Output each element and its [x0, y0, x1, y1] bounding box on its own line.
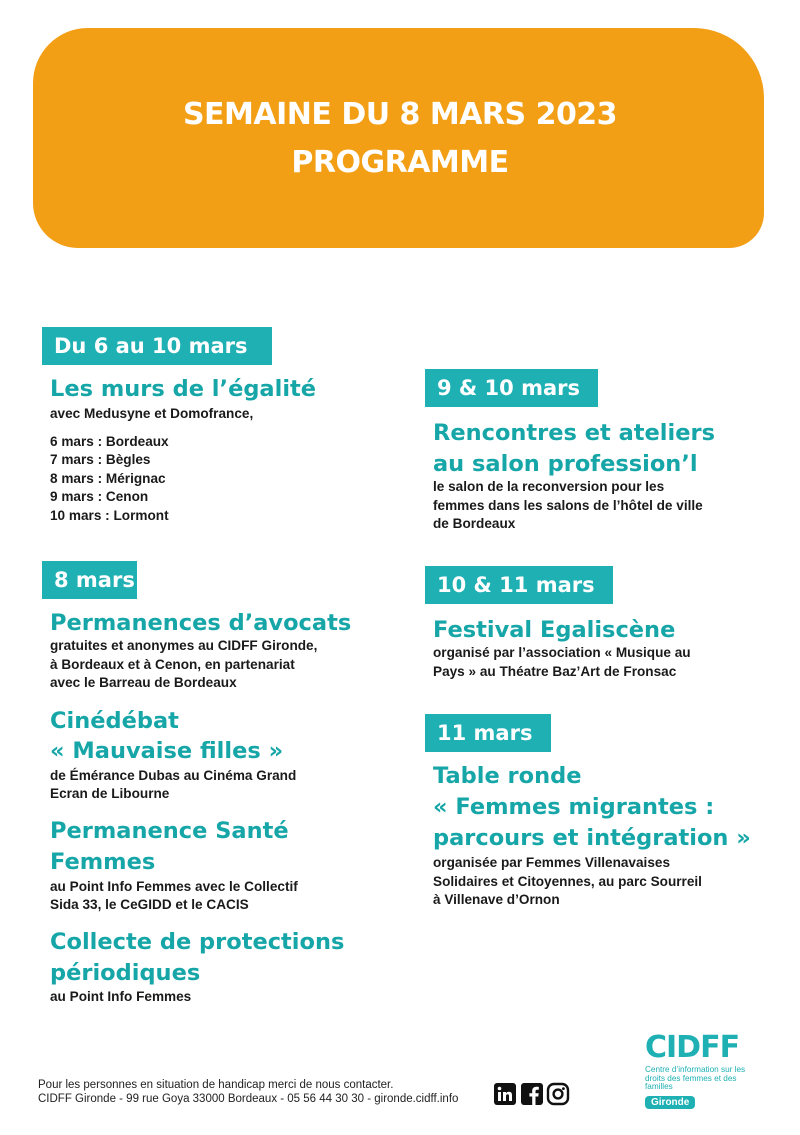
event-description: à Villenave d’Ornon [433, 892, 560, 907]
event-description: le salon de la reconversion pour les [433, 479, 665, 494]
event-description: de Bordeaux [433, 516, 516, 531]
footer-accessibility-note: Pour les personnes en situation de handicap merci de nous contacter. [38, 1079, 394, 1091]
event-title: Cinédébat [50, 708, 179, 734]
footer-address: CIDFF Gironde - 99 rue Goya 33000 Bordeaux - 05 56 44 30 30 - gironde.cidff.info [38, 1093, 459, 1105]
date-badge: 8 mars [42, 561, 137, 599]
event-title: Festival Egaliscène [433, 617, 676, 643]
event-title: Permanence Santé [50, 818, 289, 844]
date-badge: 9 & 10 mars [425, 369, 598, 407]
date-badge: 10 & 11 mars [425, 566, 613, 604]
event-description: à Bordeaux et à Cenon, en partenariat [50, 657, 295, 672]
date-badge: 11 mars [425, 714, 551, 752]
banner-subtitle: PROGRAMME [291, 145, 509, 180]
logo-subtitle: Centre d’information sur les droits des femmes et des familles [645, 1065, 746, 1092]
event-description: Ecran de Libourne [50, 786, 170, 801]
event-description: avec le Barreau de Bordeaux [50, 675, 237, 690]
event-title: parcours et intégration » [433, 825, 751, 851]
banner-title: SEMAINE DU 8 MARS 2023 [182, 97, 618, 132]
event-description: au Point Info Femmes [50, 989, 192, 1004]
event-title: Table ronde [433, 763, 582, 789]
logo-region-badge: Gironde [645, 1096, 695, 1109]
event-description: Sida 33, le CeGIDD et le CACIS [50, 897, 249, 912]
event-title: périodiques [50, 960, 201, 986]
date-badge: Du 6 au 10 mars [42, 327, 272, 365]
schedule-item: 6 mars : Bordeaux [50, 434, 169, 449]
instagram-icon[interactable] [546, 1082, 570, 1106]
event-title: Collecte de protections [50, 929, 345, 955]
event-title: « Mauvaise filles » [50, 738, 284, 764]
event-description: avec Medusyne et Domofrance, [50, 406, 254, 421]
event-title: Les murs de l’égalité [50, 376, 317, 402]
schedule-item: 9 mars : Cenon [50, 489, 149, 504]
event-title: Femmes [50, 849, 156, 875]
schedule-item: 10 mars : Lormont [50, 508, 169, 523]
event-title: Rencontres et ateliers [433, 420, 715, 446]
cidff-logo [645, 1030, 750, 1110]
header-banner [33, 28, 764, 248]
logo-wordmark: CIDFF [645, 1030, 740, 1065]
footer-contact [38, 1078, 458, 1106]
event-description: organisée par Femmes Villenavaises [433, 855, 671, 870]
event-title: au salon profession’l [433, 451, 698, 477]
event-description: de Émérance Dubas au Cinéma Grand [50, 768, 297, 783]
event-description: organisé par l’association « Musique au [433, 645, 691, 660]
facebook-icon[interactable] [520, 1082, 544, 1106]
event-description: femmes dans les salons de l’hôtel de ville [433, 498, 703, 513]
event-description: au Point Info Femmes avec le Collectif [50, 879, 298, 894]
event-description: gratuites et anonymes au CIDFF Gironde, [50, 638, 318, 653]
event-description: Pays » au Théatre Baz’Art de Fronsac [433, 664, 677, 679]
event-title: « Femmes migrantes : [433, 794, 715, 820]
event-title: Permanences d’avocats [50, 610, 352, 636]
linkedin-icon[interactable] [493, 1082, 517, 1106]
schedule-item: 7 mars : Bègles [50, 452, 151, 467]
event-description: Solidaires et Citoyennes, au parc Sourreil [433, 874, 702, 889]
schedule-item: 8 mars : Mérignac [50, 471, 166, 486]
